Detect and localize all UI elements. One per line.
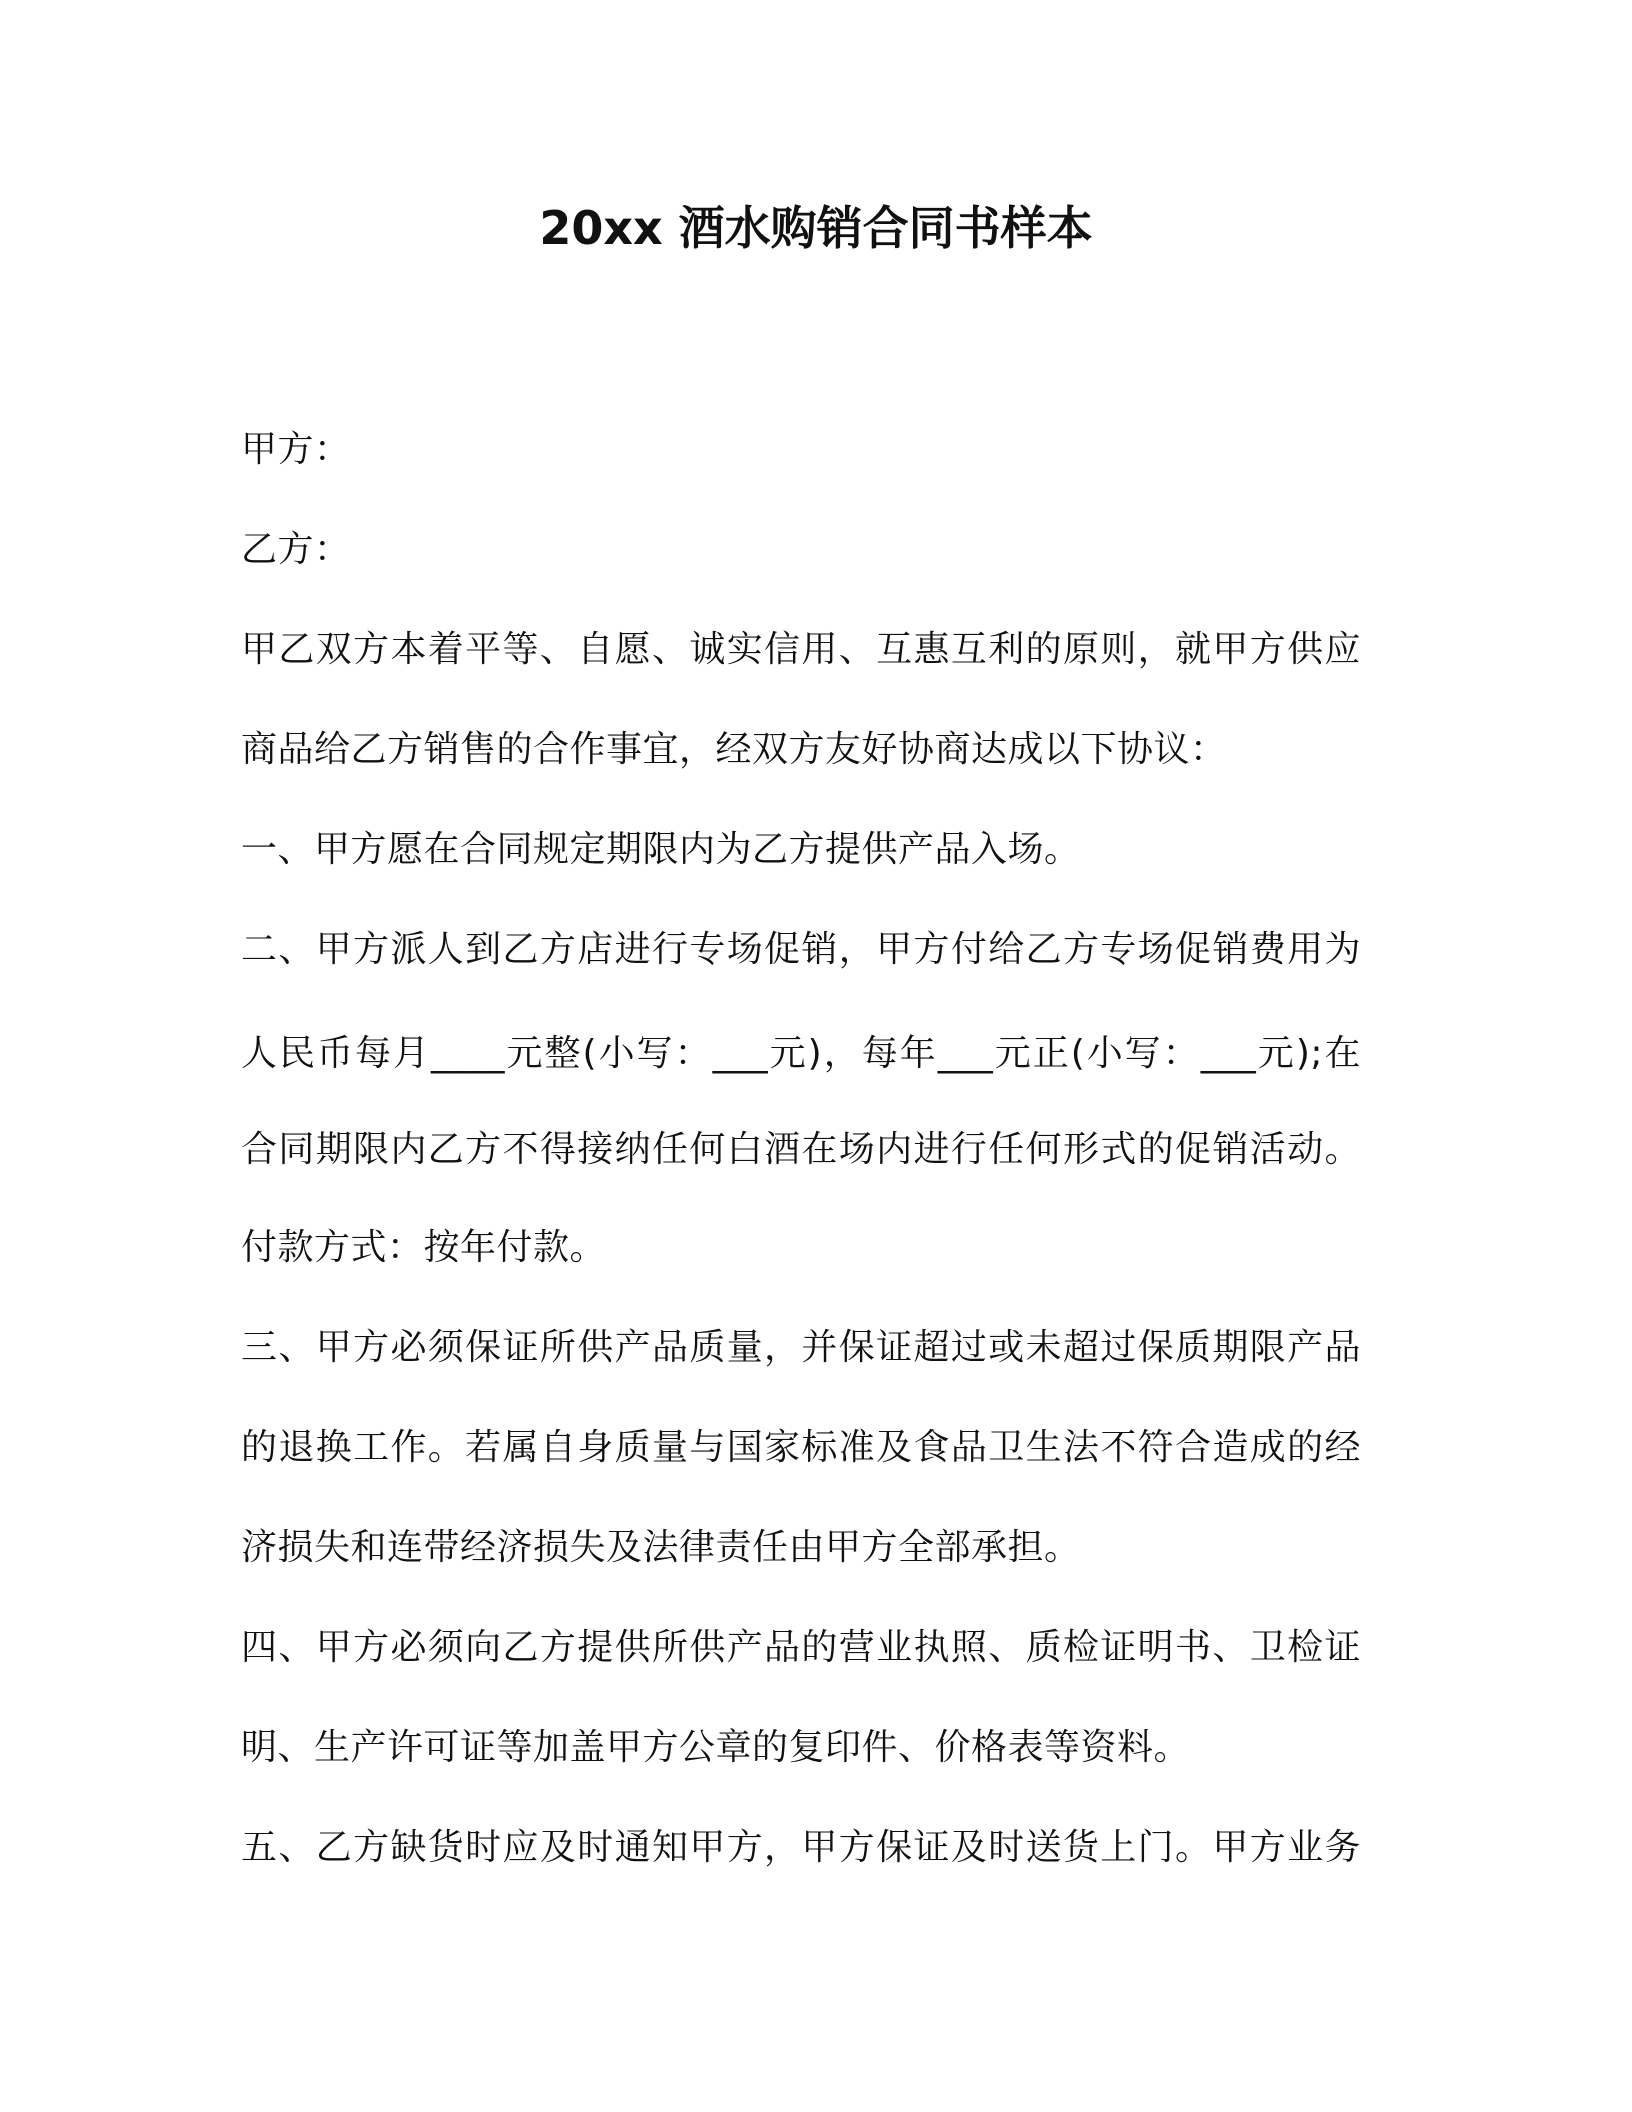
clause-3-line: 济损失和连带经济损失及法律责任由甲方全部承担。 [241, 1527, 1081, 1568]
party-b-line: 乙方： [241, 529, 351, 570]
clause-2-line: 人民币每月____元整(小写：___元)，每年___元正(小写：___元);在 [241, 1033, 1361, 1074]
clause-4-line: 明、生产许可证等加盖甲方公章的复印件、价格表等资料。 [241, 1727, 1191, 1768]
party-a-line: 甲方： [241, 429, 351, 470]
clause-4-line: 四、甲方必须向乙方提供所供产品的营业执照、质检证明书、卫检证 [241, 1627, 1361, 1668]
paragraph-line: 商品给乙方销售的合作事宜，经双方友好协商达成以下协议： [241, 729, 1227, 770]
clause-3-line: 的退换工作。若属自身质量与国家标准及食品卫生法不符合造成的经 [241, 1427, 1361, 1468]
payment-method-line: 付款方式：按年付款。 [241, 1227, 607, 1268]
clause-1-line: 一、甲方愿在合同规定期限内为乙方提供产品入场。 [241, 829, 1081, 870]
clause-5-line: 五、乙方缺货时应及时通知甲方，甲方保证及时送货上门。甲方业务 [241, 1827, 1361, 1868]
document-title: 20xx 酒水购销合同书样本 [539, 201, 1093, 255]
clause-3-line: 三、甲方必须保证所供产品质量，并保证超过或未超过保质期限产品 [241, 1327, 1361, 1368]
clause-2-line: 二、甲方派人到乙方店进行专场促销，甲方付给乙方专场促销费用为 [241, 929, 1361, 970]
clause-2-line: 合同期限内乙方不得接纳任何白酒在场内进行任何形式的促销活动。 [241, 1129, 1361, 1170]
paragraph-line: 甲乙双方本着平等、自愿、诚实信用、互惠互利的原则，就甲方供应 [241, 629, 1361, 670]
